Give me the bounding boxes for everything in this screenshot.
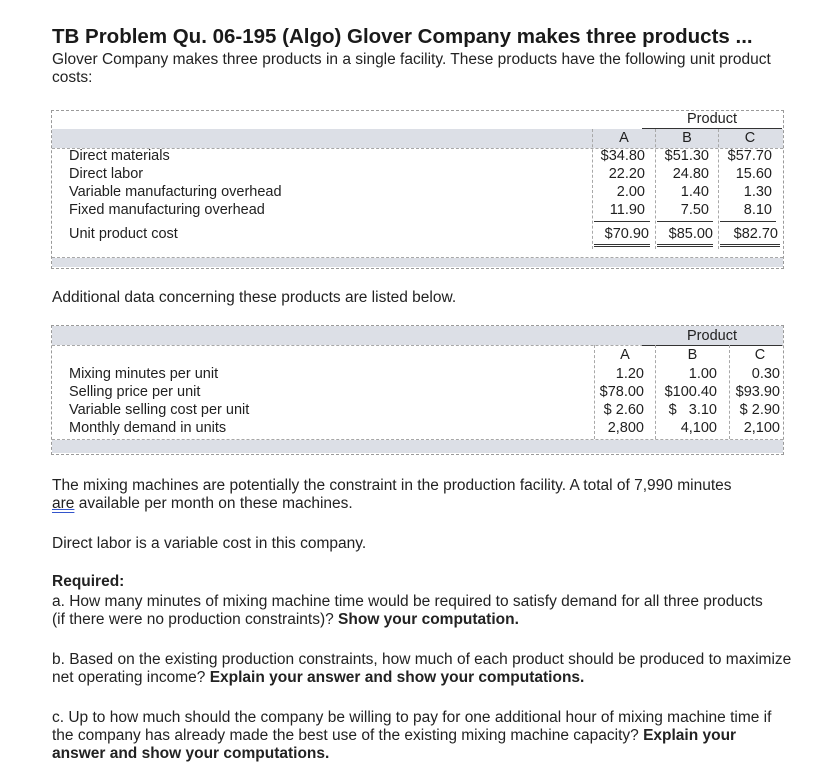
cell2-c-vsc: $ 2.90 [739, 402, 780, 418]
cell2-b-demand: 4,100 [680, 420, 717, 436]
question-a [52, 593, 772, 629]
constraint-text [52, 477, 822, 513]
spellcheck-word: are [52, 495, 75, 512]
cell2-a-price: $78.00 [599, 384, 644, 400]
cell-b-total: $85.00 [668, 226, 713, 242]
question-b-instruction: Explain your answer and show your computations. [209, 669, 585, 686]
row-label-monthly-demand: Monthly demand in units [69, 420, 227, 436]
table-footer-band [52, 258, 783, 267]
cell-a-total: $70.90 [604, 226, 649, 242]
row-label-fixed-mfg-overhead: Fixed manufacturing overhead [69, 202, 265, 218]
cell-a-fmo: 11.90 [609, 202, 645, 218]
question-b-text: b. Based on the existing production constraints, how much of each product should be produced to maximize net operating income? [52, 651, 792, 686]
question-a-text: a. How many minutes of mixing machine time would be required to satisfy demand for all three products (if there were no production constraints)? [52, 593, 763, 628]
row-label-mixing-minutes: Mixing minutes per unit [69, 366, 219, 382]
col-c-header: C [744, 130, 756, 146]
cell-c-vmo: 1.30 [743, 184, 772, 200]
constraint-line1: The mixing machines are potentially the constraint in the production facility. A total of 7,990 minutes [52, 477, 732, 494]
cell-a-dm: $34.80 [600, 148, 645, 164]
row-label-unit-product-cost: Unit product cost [69, 226, 178, 242]
required-heading: Required: [52, 573, 125, 590]
row-label-direct-materials: Direct materials [69, 148, 170, 164]
question-c [52, 709, 792, 763]
cell2-c-mix: 0.30 [751, 366, 780, 382]
product-header-2: Product [687, 328, 737, 344]
cell-c-dl: 15.60 [735, 166, 772, 182]
additional-data-table [51, 325, 784, 455]
cell2-a-demand: 2,800 [607, 420, 644, 436]
additional-data-text: Additional data concerning these products are listed below. [52, 289, 457, 306]
unit-cost-table [51, 110, 784, 269]
cell-b-dm: $51.30 [664, 148, 709, 164]
product-header: Product [687, 111, 737, 127]
cell-b-fmo: 7.50 [680, 202, 709, 218]
cell2-c-demand: 2,100 [743, 420, 780, 436]
row-label-direct-labor: Direct labor [69, 166, 144, 182]
cell-c-total: $82.70 [733, 226, 778, 242]
cell2-a-mix: 1.20 [615, 366, 644, 382]
question-c-instruction: Explain your answer and show your computations. [52, 727, 737, 762]
row-label-selling-price: Selling price per unit [69, 384, 201, 400]
page-title: TB Problem Qu. 06-195 (Algo) Glover Company makes three products ... [52, 25, 753, 48]
cell-a-dl: 22.20 [608, 166, 645, 182]
table2-footer-band [52, 440, 783, 453]
intro-text: Glover Company makes three products in a single facility. These products have the following unit product costs: [52, 51, 771, 86]
col-b-header: B [682, 130, 692, 146]
cell-b-vmo: 1.40 [680, 184, 709, 200]
cell-c-dm: $57.70 [727, 148, 772, 164]
cell2-b-mix: 1.00 [688, 366, 717, 382]
cell2-a-vsc: $ 2.60 [603, 402, 644, 418]
row-label-variable-selling-cost: Variable selling cost per unit [69, 402, 250, 418]
constraint-line2: available per month on these machines. [74, 495, 353, 512]
question-a-instruction: Show your computation. [338, 611, 519, 628]
col2-b-header: B [687, 347, 698, 363]
question-c-text: c. Up to how much should the company be willing to pay for one additional hour of mixing machine time if the company has already made the best use of the existing mixing machine capacity? [52, 709, 772, 744]
question-b [52, 651, 792, 687]
cell2-b-price: $100.40 [664, 384, 717, 400]
cell-b-dl: 24.80 [672, 166, 709, 182]
cell-c-fmo: 8.10 [743, 202, 772, 218]
cell2-c-price: $93.90 [735, 384, 780, 400]
col-a-header: A [619, 130, 629, 146]
cell-a-vmo: 2.00 [616, 184, 645, 200]
row-label-variable-mfg-overhead: Variable manufacturing overhead [69, 184, 282, 200]
cell2-b-vsc: $ 3.10 [668, 402, 717, 418]
col2-c-header: C [754, 347, 766, 363]
direct-labor-note: Direct labor is a variable cost in this company. [52, 535, 367, 552]
col2-a-header: A [620, 347, 630, 363]
